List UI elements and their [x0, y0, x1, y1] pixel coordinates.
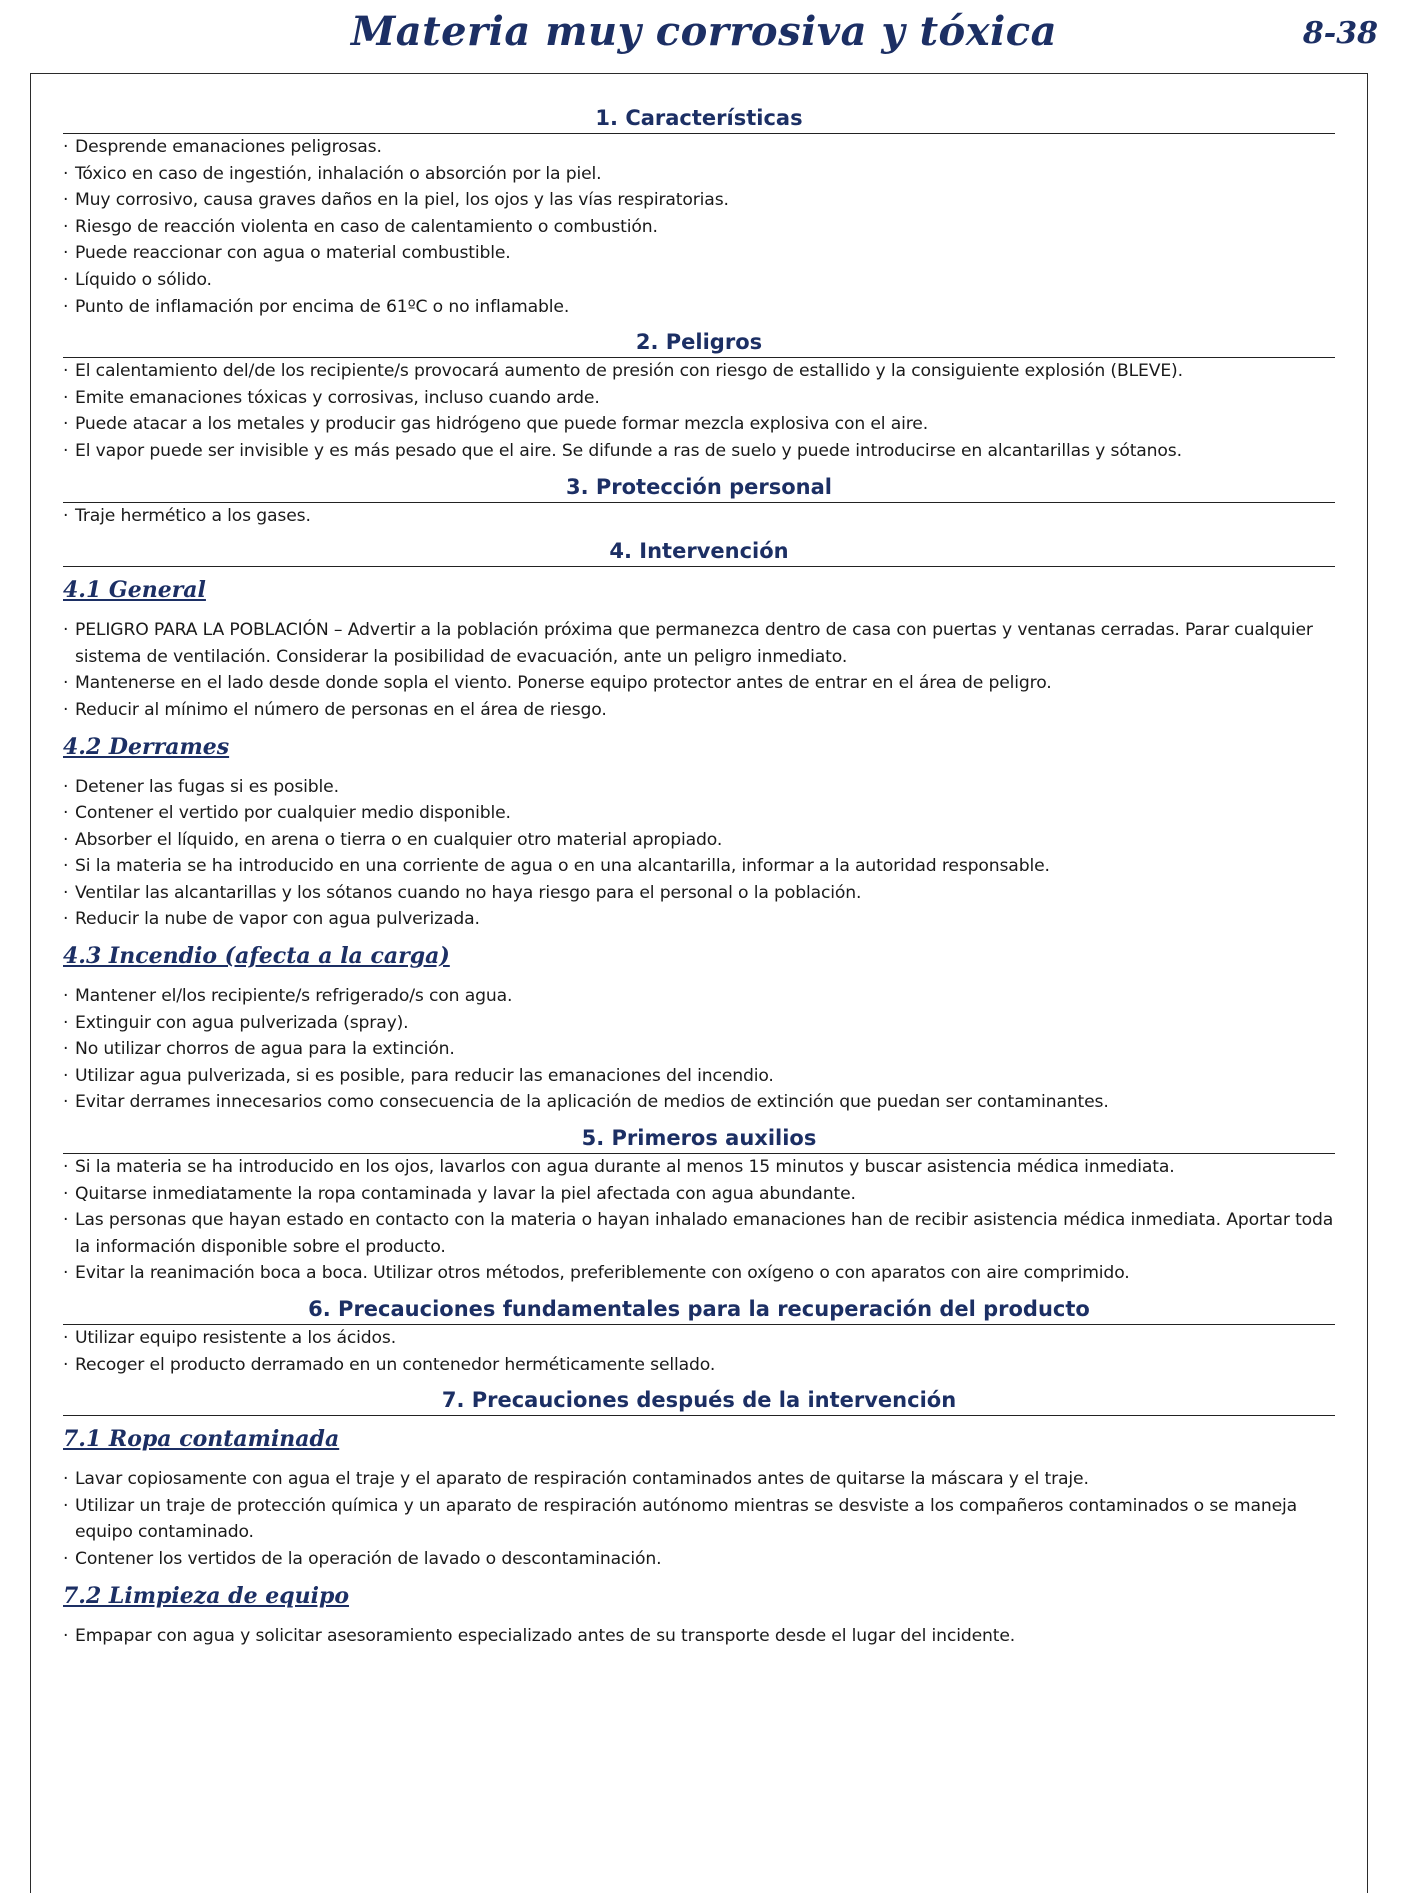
- section-list: [63, 1154, 1335, 1287]
- list-item: · Contener el vertido por cualquier medio disponible.: [63, 800, 1335, 827]
- list-item: · Tóxico en caso de ingestión, inhalación o absorción por la piel.: [63, 161, 1335, 188]
- section-4: [63, 533, 1335, 1116]
- section-heading: 2. Peligros: [63, 324, 1335, 358]
- list-item: · Traje hermético a los gases.: [63, 503, 1335, 530]
- list-item: · Mantener el/los recipiente/s refrigerado/s con agua.: [63, 983, 1335, 1010]
- subsection-heading: 4.1 General: [63, 577, 206, 604]
- page-header: [0, 0, 1408, 62]
- section-3: [63, 469, 1335, 530]
- list-item: · Quitarse inmediatamente la ropa contaminada y lavar la piel afectada con agua abundante.: [63, 1181, 1335, 1208]
- subsection-heading: 7.1 Ropa contaminada: [63, 1426, 340, 1453]
- subsection-heading: 4.3 Incendio (afecta a la carga): [63, 943, 450, 970]
- section-2: [63, 324, 1335, 464]
- list-item: · Extinguir con agua pulverizada (spray).: [63, 1010, 1335, 1037]
- section-6: [63, 1291, 1335, 1378]
- subsection-heading: 4.2 Derrames: [63, 733, 230, 760]
- section-list: [63, 1325, 1335, 1378]
- subsection-list: [63, 983, 1335, 1116]
- list-item: · Muy corrosivo, causa graves daños en la piel, los ojos y las vías respiratorias.: [63, 187, 1335, 214]
- list-item: · El vapor puede ser invisible y es más pesado que el aire. Se difunde a ras de suelo y puede introducirse en alcantarillas y sótanos.: [63, 438, 1335, 465]
- list-item: · Utilizar agua pulverizada, si es posible, para reducir las emanaciones del incendio.: [63, 1063, 1335, 1090]
- list-item: · Mantenerse en el lado desde donde sopla el viento. Ponerse equipo protector antes de entrar en el área de peligro.: [63, 670, 1335, 697]
- subsection-list: [63, 1466, 1335, 1572]
- section-list: [63, 358, 1335, 464]
- list-item: · Punto de inflamación por encima de 61ºC o no inflamable.: [63, 294, 1335, 321]
- section-list: [63, 134, 1335, 320]
- list-item: · Absorber el líquido, en arena o tierra o en cualquier otro material apropiado.: [63, 827, 1335, 854]
- list-item: · Ventilar las alcantarillas y los sótanos cuando no haya riesgo para el personal o la población.: [63, 880, 1335, 907]
- list-item: · Detener las fugas si es posible.: [63, 774, 1335, 801]
- section-heading: 6. Precauciones fundamentales para la recuperación del producto: [63, 1291, 1335, 1325]
- section-7: [63, 1382, 1335, 1649]
- subsection-list: [63, 1623, 1335, 1650]
- list-item: · Si la materia se ha introducido en los ojos, lavarlos con agua durante al menos 15 minutos y buscar asistencia médica inmediata.: [63, 1154, 1335, 1181]
- section-heading: 5. Primeros auxilios: [63, 1120, 1335, 1154]
- list-item: · El calentamiento del/de los recipiente/s provocará aumento de presión con riesgo de estallido y la consiguiente explosión (BLEVE).: [63, 358, 1335, 385]
- list-item: · Las personas que hayan estado en contacto con la materia o hayan inhalado emanaciones han de recibir asistencia médica inmediata. Aportar toda la información disponible sobre el producto.: [63, 1207, 1335, 1260]
- list-item: · Puede reaccionar con agua o material combustible.: [63, 240, 1335, 267]
- subsection-list: [63, 617, 1335, 723]
- list-item: · Riesgo de reacción violenta en caso de calentamiento o combustión.: [63, 214, 1335, 241]
- list-item: · Recoger el producto derramado en un contenedor herméticamente sellado.: [63, 1352, 1335, 1379]
- list-item: · Líquido o sólido.: [63, 267, 1335, 294]
- list-item: · Desprende emanaciones peligrosas.: [63, 134, 1335, 161]
- list-item: · Utilizar equipo resistente a los ácidos.: [63, 1325, 1335, 1352]
- subsection-heading: 7.2 Limpieza de equipo: [63, 1582, 350, 1609]
- list-item: · Emite emanaciones tóxicas y corrosivas, incluso cuando arde.: [63, 385, 1335, 412]
- section-list: [63, 503, 1335, 530]
- document-body: [63, 100, 1335, 1653]
- list-item: · Si la materia se ha introducido en una corriente de agua o en una alcantarilla, informar a la autoridad responsable.: [63, 853, 1335, 880]
- list-item: · Empapar con agua y solicitar asesoramiento especializado antes de su transporte desde el lugar del incidente.: [63, 1623, 1335, 1650]
- subsection-list: [63, 774, 1335, 934]
- page-number: 8-38: [1302, 16, 1378, 51]
- list-item: · Utilizar un traje de protección química y un aparato de respiración autónomo mientras se desviste a los compañeros contaminados o se maneja equipo contaminado.: [63, 1493, 1335, 1546]
- list-item: · Reducir al mínimo el número de personas en el área de riesgo.: [63, 697, 1335, 724]
- section-heading: 3. Protección personal: [63, 469, 1335, 503]
- list-item: · PELIGRO PARA LA POBLACIÓN – Advertir a la población próxima que permanezca dentro de casa con puertas y ventanas cerradas. Parar cualquier sistema de ventilación. Considerar la posibilidad de evacuación, ante un peligro inmediato.: [63, 617, 1335, 670]
- list-item: · Evitar derrames innecesarios como consecuencia de la aplicación de medios de extinción que puedan ser contaminantes.: [63, 1089, 1335, 1116]
- list-item: · Puede atacar a los metales y producir gas hidrógeno que puede formar mezcla explosiva con el aire.: [63, 411, 1335, 438]
- list-item: · Lavar copiosamente con agua el traje y el aparato de respiración contaminados antes de quitarse la máscara y el traje.: [63, 1466, 1335, 1493]
- section-5: [63, 1120, 1335, 1287]
- list-item: · Contener los vertidos de la operación de lavado o descontaminación.: [63, 1546, 1335, 1573]
- list-item: · Reducir la nube de vapor con agua pulverizada.: [63, 906, 1335, 933]
- page-title: Materia muy corrosiva y tóxica: [350, 8, 1058, 55]
- section-heading: 7. Precauciones después de la intervención: [63, 1382, 1335, 1416]
- list-item: · Evitar la reanimación boca a boca. Utilizar otros métodos, preferiblemente con oxígeno o con aparatos con aire comprimido.: [63, 1260, 1335, 1287]
- section-heading: 4. Intervención: [63, 533, 1335, 567]
- list-item: · No utilizar chorros de agua para la extinción.: [63, 1036, 1335, 1063]
- section-heading: 1. Características: [63, 100, 1335, 134]
- section-1: [63, 100, 1335, 320]
